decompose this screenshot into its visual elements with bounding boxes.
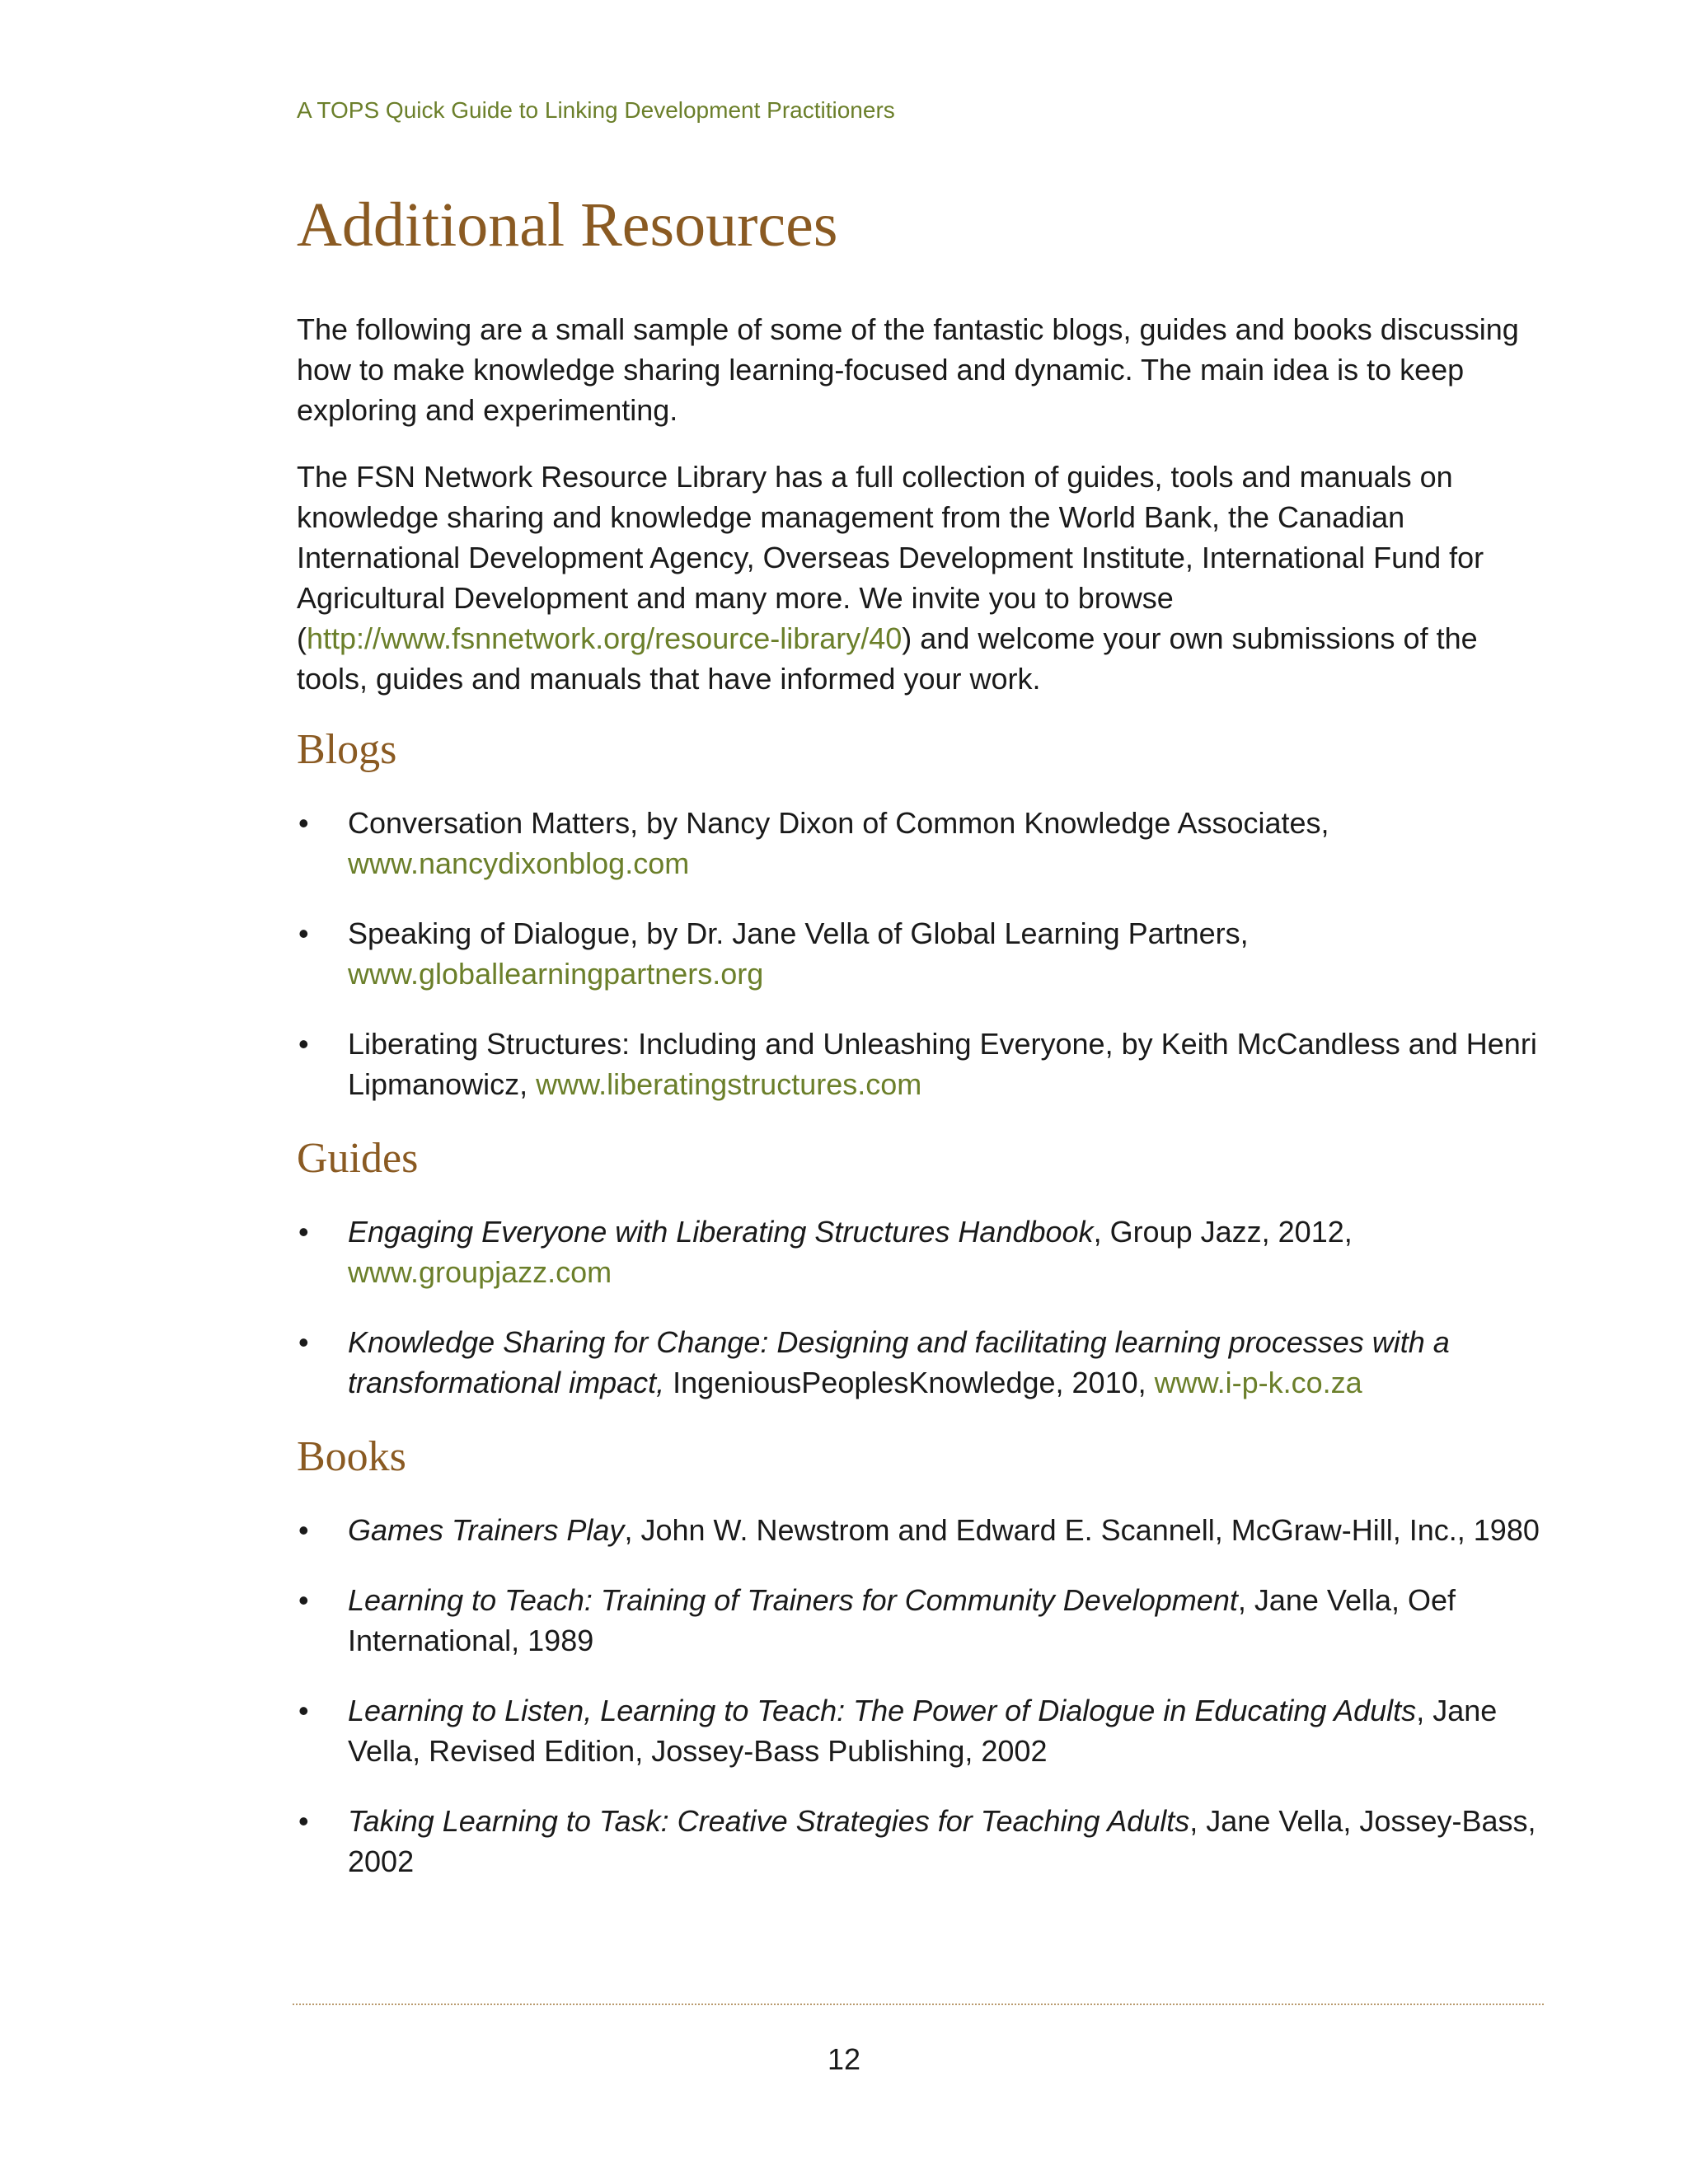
footer-divider	[293, 2004, 1544, 2005]
guides-heading: Guides	[297, 1135, 419, 1183]
guide-link[interactable]: www.i-p-k.co.za	[1154, 1365, 1362, 1399]
guide-title: Knowledge Sharing for Change: Designing and facilitating learning processes with a transformational impact,	[348, 1324, 1450, 1399]
bullet-icon: •	[298, 1027, 309, 1062]
list-item	[297, 1580, 1541, 1661]
guide-text: IngeniousPeoplesKnowledge, 2010,	[664, 1365, 1155, 1399]
list-item	[297, 1212, 1541, 1292]
bullet-icon: •	[298, 1582, 309, 1617]
running-header: A TOPS Quick Guide to Linking Development Practitioners	[297, 97, 895, 123]
bullet-icon: •	[298, 916, 309, 951]
guide-link[interactable]: www.groupjazz.com	[348, 1254, 612, 1289]
blog-link[interactable]: www.globallearningpartners.org	[348, 957, 764, 991]
blog-text: Conversation Matters, by Nancy Dixon of Common Knowledge Associates,	[348, 806, 1329, 841]
library-text-before: The FSN Network Resource Library has a full collection of guides, tools and manuals on knowledge sharing and knowledge management from the World Bank, the Canadian International Development Agency, Overseas Development Institute, International Fund for Agricultural Development and many more. We invite you to browse (	[297, 460, 1484, 656]
intro-paragraph: The following are a small sample of some of the fantastic blogs, guides and books discussing how to make knowledge sharing learning-focused and dynamic. The main idea is to keep exploring and experimenting.	[297, 312, 1519, 428]
page-content	[297, 190, 1541, 1911]
book-text: , Jane Vella, Revised Edition, Jossey-Bass Publishing, 2002	[348, 1693, 1498, 1768]
guides-list	[297, 1212, 1541, 1403]
guide-title: Engaging Everyone with Liberating Structures Handbook	[348, 1214, 1094, 1249]
book-title: Learning to Teach: Training of Trainers for Community Development	[348, 1582, 1238, 1617]
book-text: , John W. Newstrom and Edward E. Scannell, McGraw-Hill, Inc., 1980	[624, 1512, 1540, 1547]
list-item	[297, 913, 1541, 994]
blog-link[interactable]: www.nancydixonblog.com	[348, 846, 690, 881]
book-title: Taking Learning to Task: Creative Strategies for Teaching Adults	[348, 1803, 1190, 1838]
page-title: Additional Resources	[297, 190, 838, 260]
blog-text: Speaking of Dialogue, by Dr. Jane Vella of Global Learning Partners,	[348, 916, 1249, 951]
book-text: , Jane Vella, Jossey-Bass, 2002	[348, 1803, 1536, 1878]
list-item	[297, 1801, 1541, 1882]
book-text: , Jane Vella, Oef International, 1989	[348, 1582, 1456, 1657]
resource-library-link[interactable]: http://www.fsnnetwork.org/resource-library/40	[307, 621, 903, 656]
bullet-icon: •	[298, 1803, 309, 1838]
bullet-icon: •	[298, 1693, 309, 1727]
blogs-list	[297, 803, 1541, 1104]
library-paragraph	[297, 457, 1541, 699]
bullet-icon: •	[298, 1324, 309, 1359]
library-text-after: ) and welcome your own submissions of the tools, guides and manuals that have informed your work.	[297, 621, 1478, 696]
blog-link[interactable]: www.liberatingstructures.com	[536, 1067, 922, 1102]
books-list	[297, 1510, 1541, 1882]
bullet-icon: •	[298, 1512, 309, 1547]
books-heading: Books	[297, 1432, 406, 1480]
page-number: 12	[827, 2042, 861, 2076]
book-title: Learning to Listen, Learning to Teach: The Power of Dialogue in Educating Adults	[348, 1693, 1417, 1727]
list-item	[297, 1024, 1541, 1104]
list-item	[297, 1322, 1541, 1403]
blog-text: Liberating Structures: Including and Unleashing Everyone, by Keith McCandless and Henri Lipmanowicz,	[348, 1027, 1537, 1102]
guide-text: , Group Jazz, 2012,	[1093, 1214, 1353, 1249]
book-title: Games Trainers Play	[348, 1512, 625, 1547]
bullet-icon: •	[298, 806, 309, 841]
blogs-heading: Blogs	[297, 726, 397, 774]
list-item	[297, 1690, 1541, 1771]
bullet-icon: •	[298, 1214, 309, 1249]
list-item	[297, 803, 1541, 883]
list-item	[297, 1510, 1541, 1550]
